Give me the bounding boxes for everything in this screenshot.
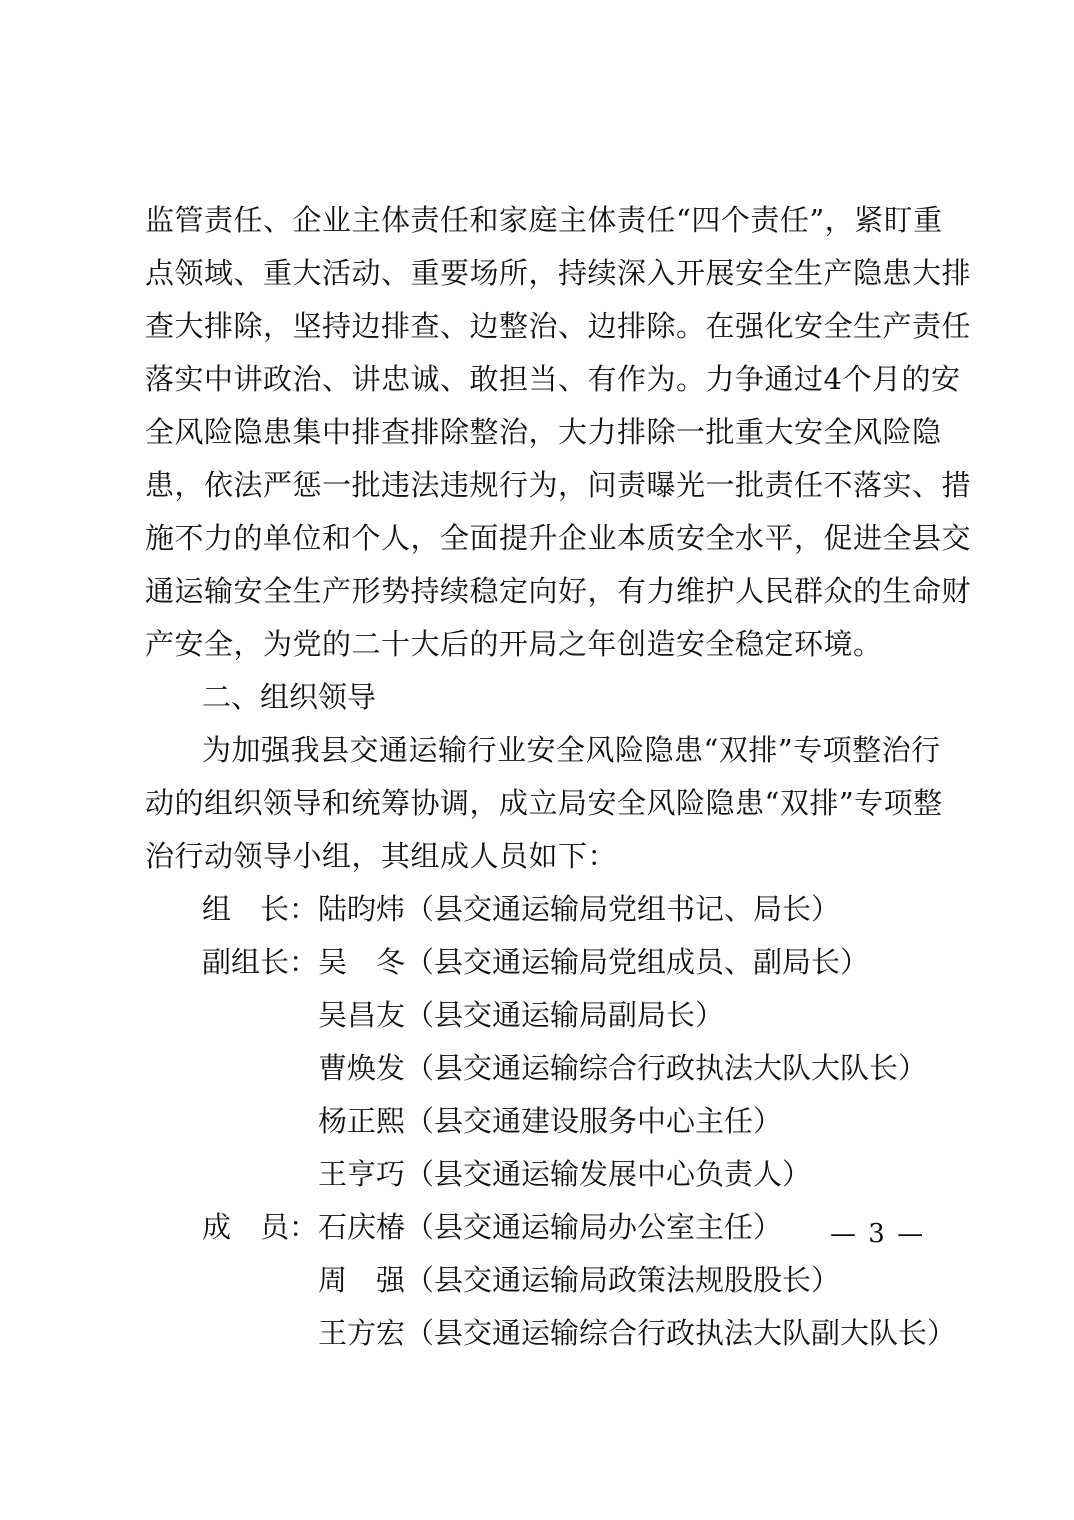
body-line: 全风险隐患集中排查排除整治，大力排除一批重大安全风险隐 (145, 415, 942, 449)
member-entry: 王方宏（县交通运输综合行政执法大队副大队长） (318, 1316, 957, 1350)
deputy-entry: 杨正熙（县交通建设服务中心主任） (318, 1104, 783, 1138)
body-line: 查大排除，坚持边排查、边整治、边排除。在强化安全生产责任 (145, 309, 972, 343)
member-label: 成 员： (202, 1210, 319, 1244)
body-line: 点领域、重大活动、重要场所，持续深入开展安全生产隐患大排 (145, 256, 972, 290)
body-line: 产安全，为党的二十大后的开局之年创造安全稳定环境。 (145, 627, 883, 661)
body-line: 通运输安全生产形势持续稳定向好，有力维护人民群众的生命财 (145, 574, 972, 608)
leader-label: 组 长： (202, 892, 319, 926)
deputy-entry: 曹焕发（县交通运输综合行政执法大队大队长） (318, 1051, 928, 1085)
deputy-entry: 吴昌友（县交通运输局副局长） (318, 998, 725, 1032)
body-line: 施不力的单位和个人，全面提升企业本质安全水平，促进全县交 (145, 521, 972, 555)
page-number: — 3 — (830, 1219, 926, 1249)
body-line: 监管责任、企业主体责任和家庭主体责任“四个责任”，紧盯重 (145, 203, 943, 237)
leader-entry: 陆昀炜（县交通运输局党组书记、局长） (318, 892, 841, 926)
member-entry: 周 强（县交通运输局政策法规股股长） (318, 1263, 841, 1297)
deputy-entry: 吴 冬（县交通运输局党组成员、副局长） (318, 945, 870, 979)
section-heading: 二、组织领导 (202, 680, 377, 714)
deputy-entry: 王亨巧（县交通运输发展中心负责人） (318, 1157, 812, 1191)
intro-line: 动的组织领导和统筹协调，成立局安全风险隐患“双排”专项整 (145, 786, 943, 820)
intro-line: 治行动领导小组，其组成人员如下： (145, 839, 618, 873)
body-line: 落实中讲政治、讲忠诚、敢担当、有作为。力争通过4个月的安 (145, 362, 961, 396)
body-line: 患，依法严惩一批违法违规行为，问责曝光一批责任不落实、措 (145, 468, 972, 502)
deputy-label: 副组长： (202, 945, 319, 979)
intro-line: 为加强我县交通运输行业安全风险隐患“双排”专项整治行 (202, 733, 941, 767)
member-entry: 石庆椿（县交通运输局办公室主任） (318, 1210, 783, 1244)
